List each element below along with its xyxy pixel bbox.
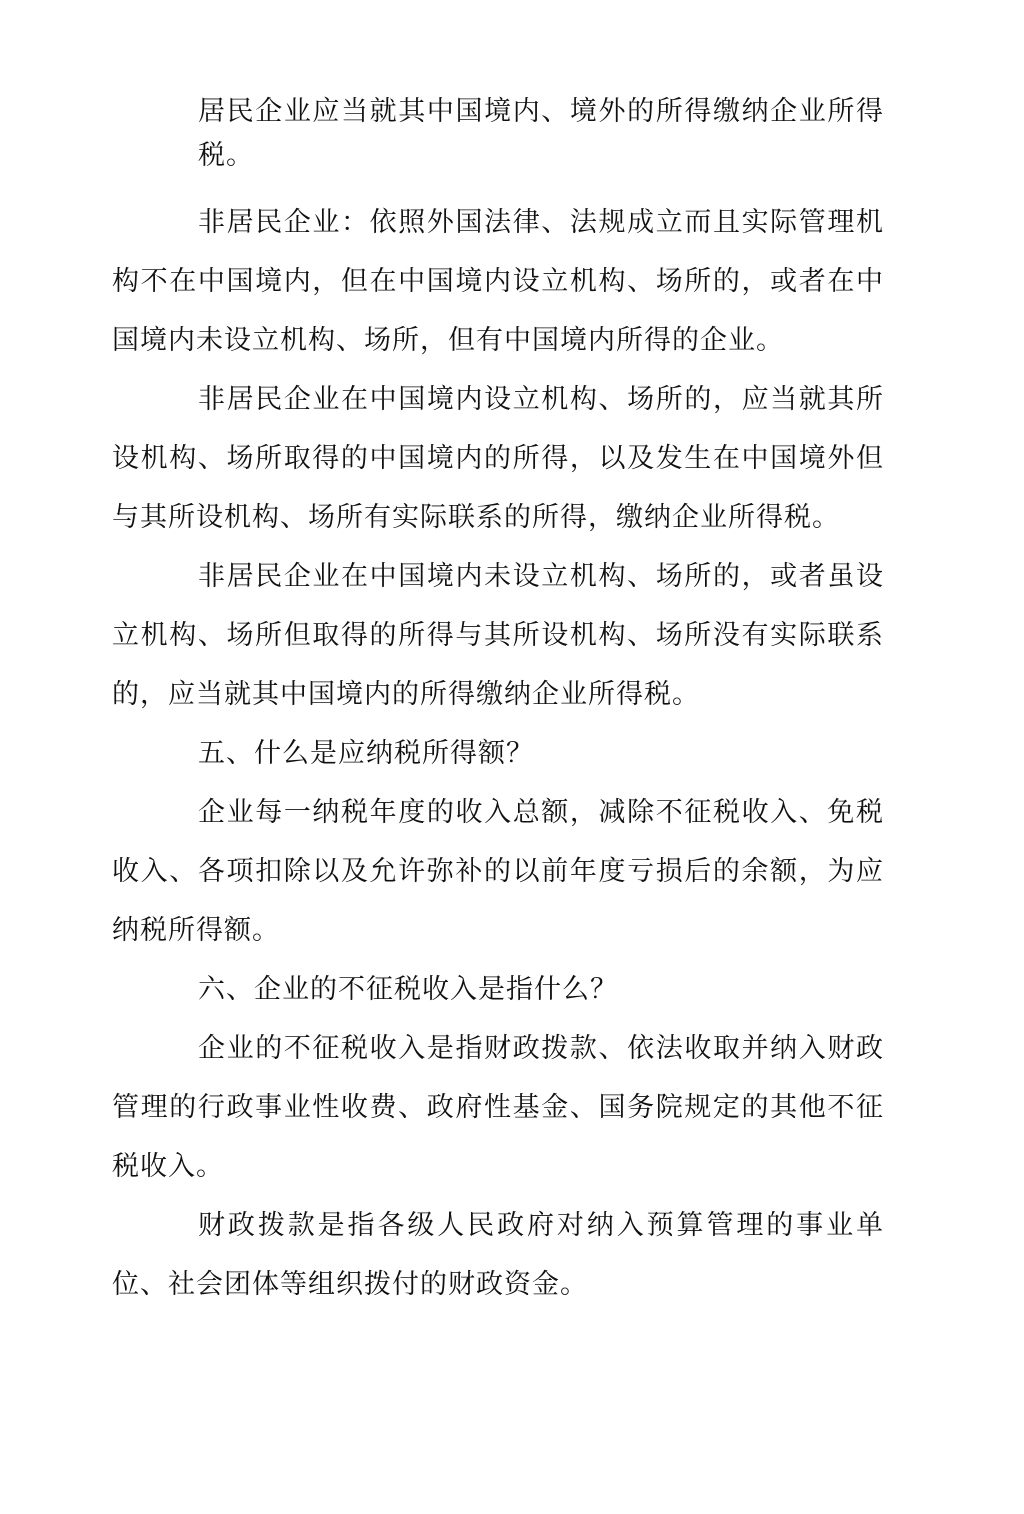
paragraph-resident-enterprise-tax: 居民企业应当就其中国境内、境外的所得缴纳企业所得税。 bbox=[198, 96, 884, 171]
paragraph-non-taxable-income-definition: 企业的不征税收入是指财政拨款、依法收取并纳入财政管理的行政事业性收费、政府性基金、国务院规定的其他不征税收入。 bbox=[112, 1033, 884, 1182]
paragraph-nonresident-with-establishment: 非居民企业在中国境内设立机构、场所的，应当就其所设机构、场所取得的中国境内的所得，以及发生在中国境外但与其所设机构、场所有实际联系的所得，缴纳企业所得税。 bbox=[112, 384, 884, 533]
paragraph-nonresident-without-establishment: 非居民企业在中国境内未设立机构、场所的，或者虽设立机构、场所但取得的所得与其所设机构、场所没有实际联系的，应当就其中国境内的所得缴纳企业所得税。 bbox=[112, 561, 884, 710]
document-body bbox=[112, 90, 884, 1314]
paragraph-taxable-income-definition: 企业每一纳税年度的收入总额，减除不征税收入、免税收入、各项扣除以及允许弥补的以前年度亏损后的余额，为应纳税所得额。 bbox=[112, 797, 884, 946]
heading-non-taxable-income: 六、企业的不征税收入是指什么？ bbox=[198, 974, 618, 1005]
heading-taxable-income: 五、什么是应纳税所得额？ bbox=[198, 738, 534, 769]
paragraph-fiscal-appropriation: 财政拨款是指各级人民政府对纳入预算管理的事业单位、社会团体等组织拨付的财政资金。 bbox=[112, 1210, 884, 1300]
paragraph-nonresident-definition: 非居民企业：依照外国法律、法规成立而且实际管理机构不在中国境内，但在中国境内设立机构、场所的，或者在中国境内未设立机构、场所，但有中国境内所得的企业。 bbox=[112, 207, 884, 356]
